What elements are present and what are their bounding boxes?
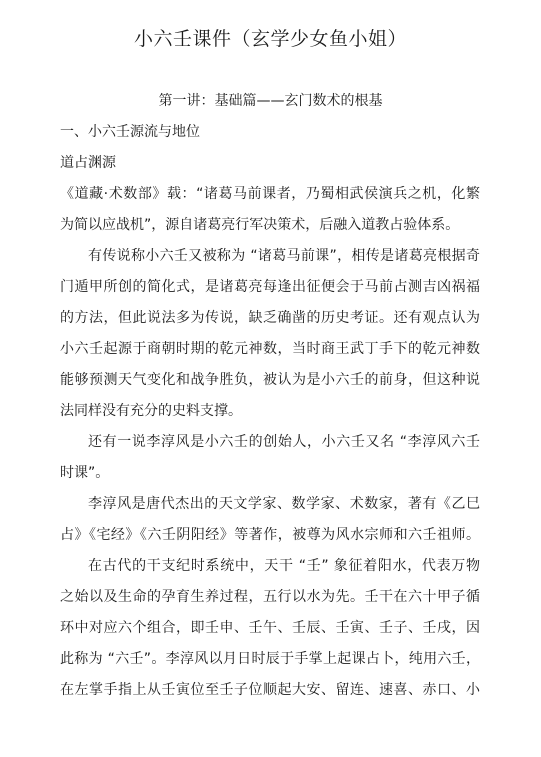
paragraph-line: 此称为 “六壬”。李淳风以月日时辰于手掌上起课占卜，纯用六壬， — [60, 651, 480, 667]
paragraph-line: 有传说称小六壬又被称为 “诸葛马前课”，相传是诸葛亮根据奇 — [88, 248, 480, 264]
paragraph-line: 为简以应战机”，源自诸葛亮行军决策术，后融入道教占验体系。 — [60, 217, 460, 233]
paragraph-line: 门遁甲所创的简化式，是诸葛亮每逢出征便会于马前占测吉凶祸福 — [60, 279, 480, 295]
paragraph-line: 法同样没有充分的史料支撑。 — [60, 403, 242, 419]
paragraph-line: 在左掌手指上从壬寅位至壬子位顺起大安、留连、速喜、赤口、小 — [60, 682, 480, 698]
paragraph-line: 《道藏·术数部》载：“诸葛马前课者，乃蜀相武侯演兵之机，化繁 — [60, 186, 480, 202]
paragraph-line: 时课”。 — [60, 465, 110, 481]
paragraph-line: 小六壬起源于商朝时期的乾元神数，当时商王武丁手下的乾元神数 — [60, 341, 480, 357]
section-heading: 一、小六壬源流与地位 — [60, 124, 200, 140]
lecture-title: 第一讲：基础篇——玄门数术的根基 — [158, 93, 383, 109]
paragraph-line: 还有一说李淳风是小六壬的创始人，小六壬又名 “李淳风六壬 — [88, 434, 480, 450]
paragraph-line: 之始以及生命的孕育生养过程，五行以水为先。壬干在六十甲子循 — [60, 589, 480, 605]
paragraph-line: 占》《宅经》《六壬阴阳经》等著作，被尊为风水宗师和六壬祖师。 — [60, 527, 480, 543]
paragraph-line: 环中对应六个组合，即壬申、壬午、壬辰、壬寅、壬子、壬戌，因 — [60, 620, 480, 636]
paragraph-line: 能够预测天气变化和战争胜负，被认为是小六壬的前身，但这种说 — [60, 372, 480, 388]
paragraph-line: 李淳风是唐代杰出的天文学家、数学家、术数家，著有《乙巳 — [88, 496, 480, 512]
document-title: 小六壬课件（玄学少女鱼小姐） — [133, 28, 407, 50]
subsection-heading: 道占渊源 — [60, 155, 116, 171]
paragraph-line: 的方法，但此说法多为传说，缺乏确凿的历史考证。还有观点认为 — [60, 310, 480, 326]
paragraph-line: 在古代的干支纪时系统中，天干 “壬” 象征着阳水，代表万物 — [88, 558, 480, 574]
